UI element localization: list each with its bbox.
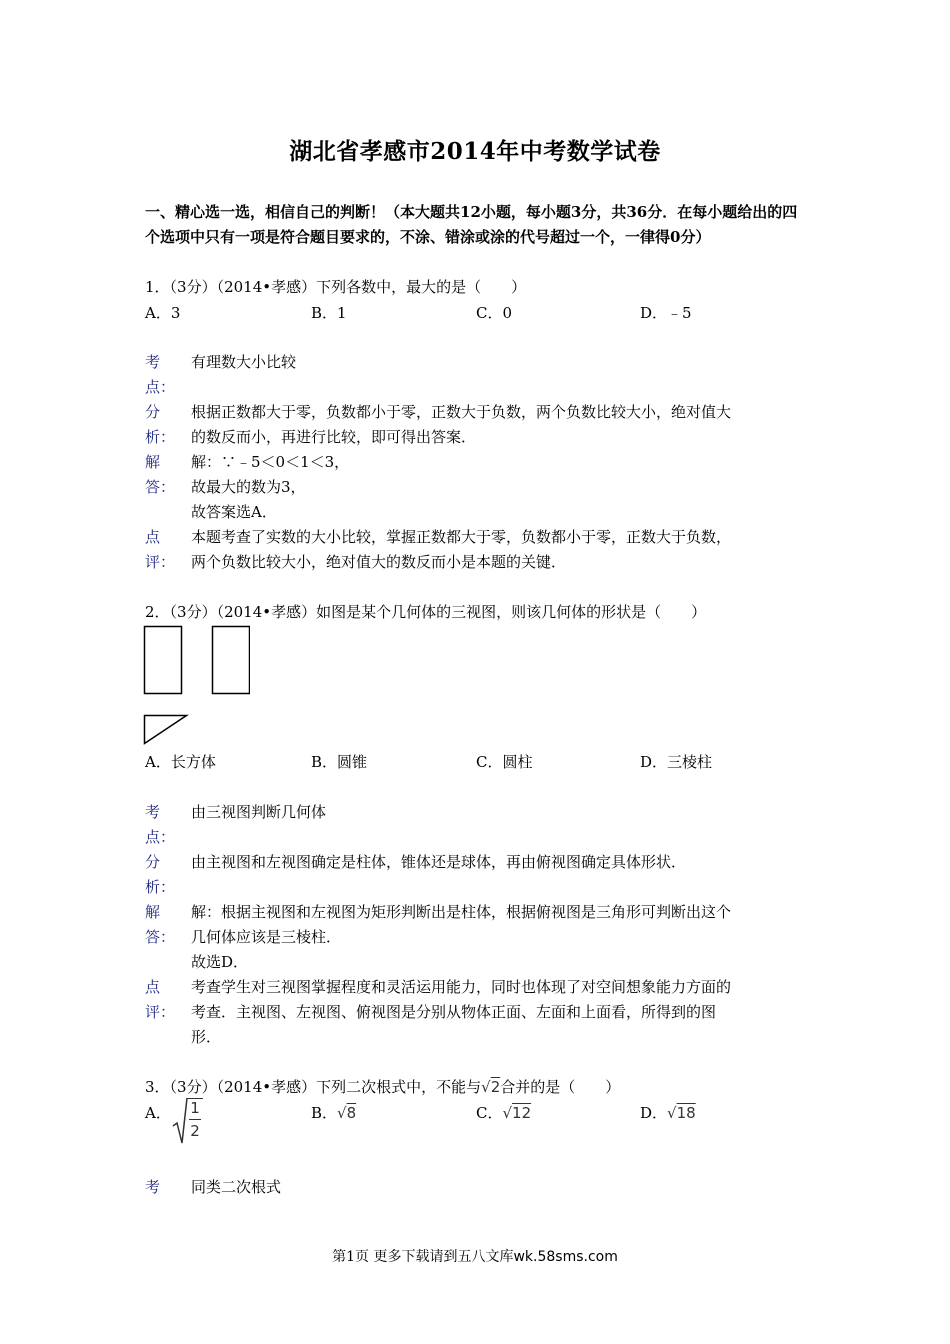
q2-jd-line-3: 故选D． (191, 953, 249, 971)
q2-option-c: C．圆柱 (476, 753, 533, 771)
q2-kd-label-2: 点： (145, 828, 176, 846)
q3-kd-text: 同类二次根式 (191, 1178, 282, 1196)
sqrt-symbol: √ (337, 1104, 347, 1122)
q3-option-c-label: C． (476, 1104, 503, 1122)
q3-option-b-radicand: 8 (346, 1104, 357, 1122)
q3-option-b (311, 1102, 356, 1123)
q2-stem: 2．（3分）（2014•孝感）如图是某个几何体的三视图，则该几何体的形状是（ ） (145, 603, 707, 621)
q3-option-a-radical (172, 1096, 212, 1146)
q1-dp-line-2: 两个负数比较大小，绝对值大的数反而小是本题的关键． (191, 553, 567, 571)
q1-fx-label-2: 析： (145, 428, 176, 446)
sqrt-symbol (172, 1096, 188, 1146)
footer-site-link[interactable]: wk.58sms.com (513, 1249, 618, 1265)
q3-option-d-label: D． (640, 1104, 668, 1122)
q1-option-a: A．3 (145, 304, 181, 322)
q1-kd-label-1: 考 (145, 353, 161, 371)
q1-option-d: D．﹣5 (640, 304, 692, 322)
sqrt-symbol: √ (481, 1078, 491, 1096)
q2-option-a: A．长方体 (145, 753, 216, 771)
q3-stem-radicand: 2 (490, 1078, 501, 1096)
q2-dp-line-2: 考查．主视图、左视图、俯视图是分别从物体正面、左面和上面看，所得到的图 (191, 1003, 717, 1021)
fraction-denominator: 2 (190, 1122, 200, 1140)
q3-stem-radical (481, 1078, 500, 1096)
sqrt-symbol: √ (502, 1104, 513, 1122)
q1-dp-line-1: 本题考查了实数的大小比较，掌握正数都大于零，负数都小于零，正数大于负数， (191, 528, 732, 546)
q1-dp-label-1: 点 (145, 528, 161, 546)
q1-fx-line-2: 的数反而小，再进行比较，即可得出答案． (191, 428, 477, 446)
q3-stem-part-b: 合并的是（ ） (500, 1078, 621, 1096)
top-view-triangle (145, 716, 187, 744)
q2-jd-label-2: 答： (145, 928, 176, 946)
q1-option-c: C．0 (476, 304, 513, 322)
q3-stem-part-a: 3．（3分）（2014•孝感）下列二次根式中，不能与 (145, 1078, 482, 1096)
q2-dp-label-1: 点 (145, 978, 161, 996)
q2-fx-text: 由主视图和左视图确定是柱体，锥体还是球体，再由俯视图确定具体形状． (191, 853, 687, 871)
q1-jd-line-2: 故最大的数为3， (191, 478, 306, 496)
q2-dp-line-1: 考查学生对三视图掌握程度和灵活运用能力，同时也体现了对空间想象能力方面的 (191, 978, 732, 996)
q2-jd-line-2: 几何体应该是三棱柱． (191, 928, 342, 946)
q2-fx-label-1: 分 (145, 853, 161, 871)
q2-option-b: B．圆锥 (311, 753, 368, 771)
side-view-rect (213, 627, 250, 694)
q2-option-d: D．三棱柱 (640, 753, 713, 771)
q3-option-b-radical (337, 1104, 356, 1122)
q3-kd-label: 考 (145, 1178, 161, 1196)
q3-option-a-label: A． (145, 1104, 171, 1122)
sqrt-symbol: √ (667, 1104, 677, 1122)
q3-option-d-radicand: 18 (676, 1104, 696, 1122)
footer-text: 第1页 更多下载请到五八文库 (332, 1249, 514, 1265)
q1-dp-label-2: 评： (145, 553, 176, 571)
q3-option-d (640, 1102, 696, 1123)
q2-jd-label-1: 解 (145, 903, 161, 921)
q1-jd-label-2: 答： (145, 478, 176, 496)
page-title: 湖北省孝感市2014年中考数学试卷 (289, 138, 661, 165)
q1-kd-label-2: 点： (145, 378, 176, 396)
fraction-bar (189, 1119, 201, 1120)
q2-kd-label-1: 考 (145, 803, 161, 821)
fraction-numerator: 1 (190, 1099, 200, 1117)
q3-stem (145, 1076, 620, 1097)
front-view-rect (145, 627, 182, 694)
page-footer (0, 1246, 950, 1266)
section-instructions: 一、精心选一选，相信自己的判断！（本大题共12小题，每小题3分，共36分．在每小题给出的四个选项中只有一项是符合题目要求的，不涂、错涂或涂的代号超过一个，一律得0分） (145, 203, 798, 246)
q3-option-c (476, 1102, 531, 1123)
q3-option-b-label: B． (311, 1104, 338, 1122)
q1-fx-label-1: 分 (145, 403, 161, 421)
three-view-figure (140, 620, 250, 750)
q3-option-c-radicand: 12 (512, 1104, 532, 1122)
q2-jd-line-1: 解：根据主视图和左视图为矩形判断出是柱体，根据俯视图是三角形可判断出这个 (191, 903, 732, 921)
q2-dp-line-3: 形． (191, 1028, 222, 1046)
q1-jd-label-1: 解 (145, 453, 161, 471)
q1-jd-line-3: 故答案选A． (191, 503, 277, 521)
q3-option-d-radical (667, 1104, 696, 1122)
q1-option-b: B．1 (311, 304, 347, 322)
q2-kd-text: 由三视图判断几何体 (191, 803, 327, 821)
q1-fx-line-1: 根据正数都大于零，负数都小于零，正数大于负数，两个负数比较大小，绝对值大 (191, 403, 732, 421)
q2-fx-label-2: 析： (145, 878, 176, 896)
q1-kd-text: 有理数大小比较 (191, 353, 297, 371)
q1-jd-line-1: 解：∵﹣5＜0＜1＜3， (191, 453, 350, 471)
q2-dp-label-2: 评： (145, 1003, 176, 1021)
q3-option-c-radical (502, 1104, 531, 1122)
q1-stem: 1．（3分）（2014•孝感）下列各数中，最大的是（ ） (145, 278, 527, 296)
